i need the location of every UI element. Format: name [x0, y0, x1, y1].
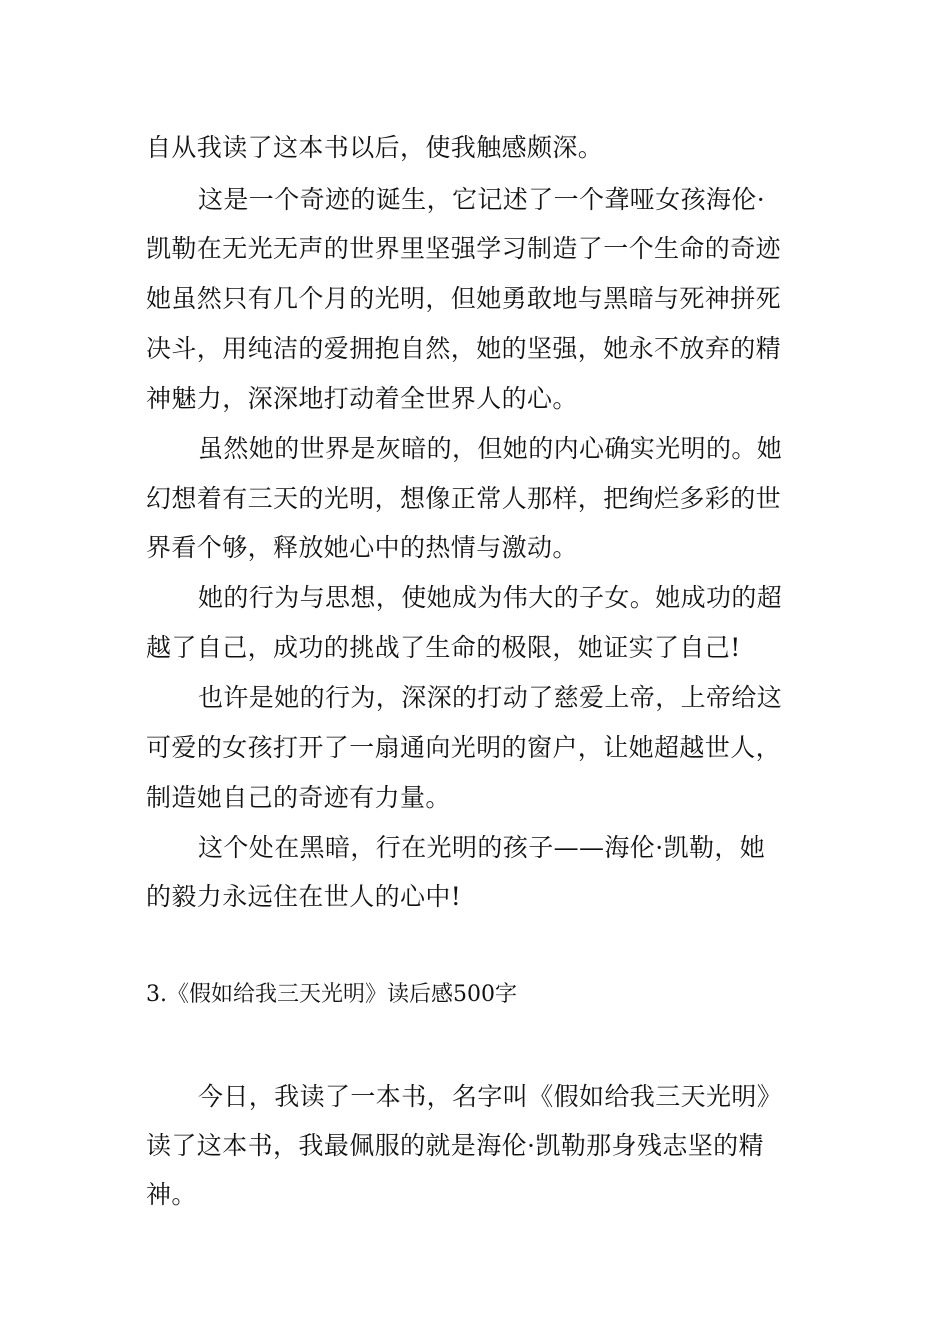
text-line: 的毅力永远住在世人的心中!	[146, 882, 462, 911]
text-line: 她虽然只有几个月的光明，但她勇敢地与黑暗与死神拼死	[146, 284, 782, 313]
paragraph-start-line: 她的行为与思想，使她成为伟大的子女。她成功的超	[198, 583, 783, 612]
text-line: 幻想着有三天的光明，想像正常人那样，把绚烂多彩的世	[146, 484, 782, 513]
text-line: 界看个够，释放她心中的热情与激动。	[146, 533, 578, 562]
text-line: 可爱的女孩打开了一扇通向光明的窗户，让她超越世人，	[146, 733, 782, 762]
text-line: 制造她自己的奇迹有力量。	[146, 783, 451, 812]
section-heading: 3.《假如给我三天光明》读后感500字	[146, 982, 517, 1007]
text-line: 自从我读了这本书以后，使我触感颇深。	[146, 133, 604, 162]
paragraph-start-line: 这是一个奇迹的诞生，它记述了一个聋哑女孩海伦·	[198, 185, 766, 214]
text-line: 决斗，用纯洁的爱拥抱自然，她的坚强，她永不放弃的精	[146, 334, 782, 363]
text-line: 神。	[146, 1180, 197, 1209]
text-line: 神魅力，深深地打动着全世界人的心。	[146, 384, 578, 413]
paragraph-start-line: 这个处在黑暗，行在光明的孩子——海伦·凯勒，她	[198, 833, 766, 862]
paragraph-start-line: 虽然她的世界是灰暗的，但她的内心确实光明的。她	[198, 434, 783, 463]
text-line: 越了自己，成功的挑战了生命的极限，她证实了自己!	[146, 633, 741, 662]
paragraph-start-line: 也许是她的行为，深深的打动了慈爱上帝，上帝给这	[198, 683, 783, 712]
paragraph-start-line: 今日，我读了一本书，名字叫《假如给我三天光明》	[198, 1082, 783, 1111]
text-line: 读了这本书，我最佩服的就是海伦·凯勒那身残志坚的精	[146, 1131, 764, 1160]
text-line: 凯勒在无光无声的世界里坚强学习制造了一个生命的奇迹	[146, 234, 782, 263]
